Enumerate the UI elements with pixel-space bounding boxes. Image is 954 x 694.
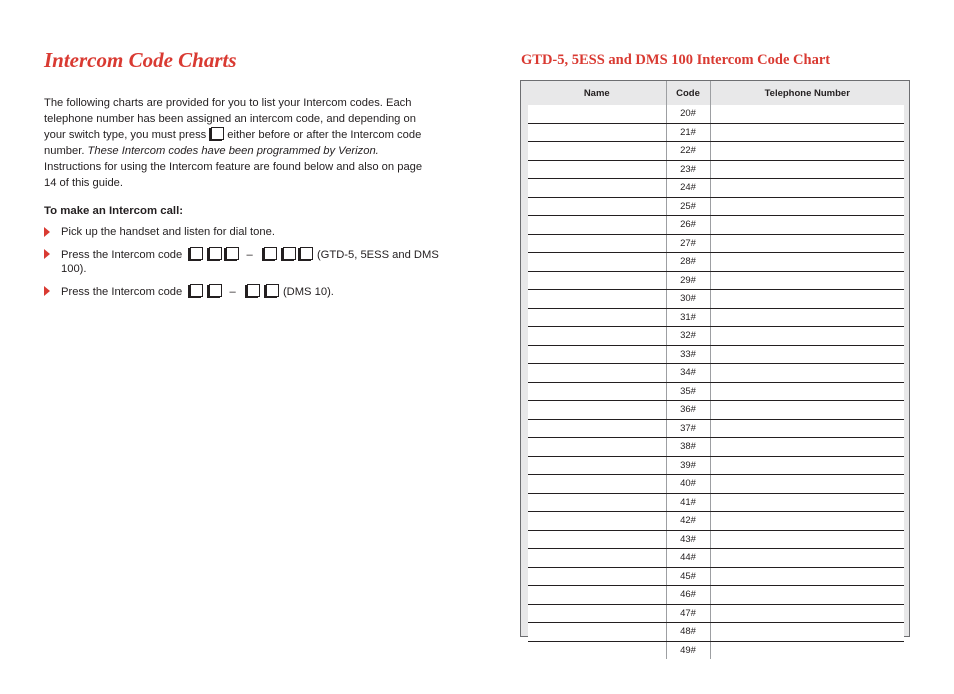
instructions-list bbox=[44, 225, 444, 299]
key-box-icon bbox=[247, 284, 260, 297]
phone-cell[interactable] bbox=[710, 179, 904, 198]
table-row bbox=[528, 382, 904, 401]
intercom-code-table bbox=[528, 81, 904, 659]
table-row bbox=[528, 530, 904, 549]
name-cell[interactable] bbox=[528, 623, 666, 642]
key-box-icon bbox=[266, 284, 279, 297]
table-row bbox=[528, 623, 904, 642]
name-cell[interactable] bbox=[528, 475, 666, 494]
table-row bbox=[528, 364, 904, 383]
table-header-row bbox=[528, 81, 904, 105]
phone-cell[interactable] bbox=[710, 530, 904, 549]
table-row bbox=[528, 160, 904, 179]
code-cell: 34# bbox=[666, 364, 710, 383]
name-cell[interactable] bbox=[528, 308, 666, 327]
intro-italic-note: These Intercom codes have been programmed by Verizon. bbox=[87, 145, 379, 157]
phone-cell[interactable] bbox=[710, 308, 904, 327]
name-cell[interactable] bbox=[528, 549, 666, 568]
dash-separator: – bbox=[246, 249, 253, 261]
name-cell[interactable] bbox=[528, 456, 666, 475]
code-cell: 33# bbox=[666, 345, 710, 364]
phone-cell[interactable] bbox=[710, 197, 904, 216]
name-cell[interactable] bbox=[528, 160, 666, 179]
instruction-item bbox=[44, 284, 444, 299]
intro-paragraph bbox=[44, 95, 436, 191]
key-box-icon bbox=[190, 284, 203, 297]
name-cell[interactable] bbox=[528, 253, 666, 272]
code-cell: 36# bbox=[666, 401, 710, 420]
table-row bbox=[528, 290, 904, 309]
phone-cell[interactable] bbox=[710, 419, 904, 438]
table-row bbox=[528, 641, 904, 659]
phone-cell[interactable] bbox=[710, 327, 904, 346]
instruction-text: Pick up the handset and listen for dial tone. bbox=[61, 226, 275, 238]
phone-cell[interactable] bbox=[710, 234, 904, 253]
table-row bbox=[528, 105, 904, 123]
chart-title: GTD-5, 5ESS and DMS 100 Intercom Code Chart bbox=[521, 52, 831, 68]
instruction-item bbox=[44, 247, 444, 276]
code-cell: 29# bbox=[666, 271, 710, 290]
code-cell: 39# bbox=[666, 456, 710, 475]
instruction-text: Press the Intercom code bbox=[61, 249, 183, 261]
name-cell[interactable] bbox=[528, 142, 666, 161]
name-cell[interactable] bbox=[528, 197, 666, 216]
phone-cell[interactable] bbox=[710, 604, 904, 623]
table-row bbox=[528, 197, 904, 216]
header-code: Code bbox=[666, 81, 710, 105]
intro-text-2: either before or after the Intercom code number. bbox=[44, 129, 422, 157]
code-cell: 40# bbox=[666, 475, 710, 494]
phone-cell[interactable] bbox=[710, 549, 904, 568]
phone-cell[interactable] bbox=[710, 382, 904, 401]
name-cell[interactable] bbox=[528, 438, 666, 457]
bullet-arrow-icon bbox=[44, 249, 50, 259]
instruction-suffix: (GTD-5, 5ESS and DMS 100). bbox=[61, 249, 439, 275]
name-cell[interactable] bbox=[528, 216, 666, 235]
intercom-chart-frame bbox=[520, 80, 910, 656]
name-cell[interactable] bbox=[528, 290, 666, 309]
phone-cell[interactable] bbox=[710, 586, 904, 605]
name-cell[interactable] bbox=[528, 567, 666, 586]
key-box-icon bbox=[190, 247, 203, 260]
code-cell: 46# bbox=[666, 586, 710, 605]
key-box-icon bbox=[209, 284, 222, 297]
phone-cell[interactable] bbox=[710, 456, 904, 475]
key-box-icon bbox=[209, 247, 222, 260]
key-box-icon bbox=[264, 247, 277, 260]
table-row bbox=[528, 456, 904, 475]
table-row bbox=[528, 604, 904, 623]
code-cell: 48# bbox=[666, 623, 710, 642]
table-row bbox=[528, 234, 904, 253]
name-cell[interactable] bbox=[528, 105, 666, 123]
name-cell[interactable] bbox=[528, 401, 666, 420]
table-body bbox=[528, 105, 904, 659]
name-cell[interactable] bbox=[528, 364, 666, 383]
table-row bbox=[528, 401, 904, 420]
name-cell[interactable] bbox=[528, 123, 666, 142]
code-cell: 35# bbox=[666, 382, 710, 401]
phone-cell[interactable] bbox=[710, 216, 904, 235]
name-cell[interactable] bbox=[528, 419, 666, 438]
phone-cell[interactable] bbox=[710, 438, 904, 457]
name-cell[interactable] bbox=[528, 345, 666, 364]
code-cell: 47# bbox=[666, 604, 710, 623]
key-box-icon bbox=[211, 127, 224, 140]
instruction-text: Press the Intercom code bbox=[61, 286, 183, 298]
table-row bbox=[528, 549, 904, 568]
phone-cell[interactable] bbox=[710, 512, 904, 531]
name-cell[interactable] bbox=[528, 641, 666, 659]
code-cell: 23# bbox=[666, 160, 710, 179]
table-row bbox=[528, 253, 904, 272]
name-cell[interactable] bbox=[528, 271, 666, 290]
table-row bbox=[528, 419, 904, 438]
instruction-suffix: (DMS 10). bbox=[282, 286, 334, 298]
phone-cell[interactable] bbox=[710, 401, 904, 420]
bullet-arrow-icon bbox=[44, 286, 50, 296]
table-row bbox=[528, 345, 904, 364]
phone-cell[interactable] bbox=[710, 290, 904, 309]
code-cell: 41# bbox=[666, 493, 710, 512]
table-row bbox=[528, 179, 904, 198]
instruction-item bbox=[44, 225, 444, 239]
key-box-icon bbox=[300, 247, 313, 260]
left-column bbox=[44, 48, 444, 307]
table-row bbox=[528, 123, 904, 142]
intro-text-1: The following charts are provided for you to list your Intercom codes. Each telephone number has been assigned an intercom code, and depending on your switch type, you must press bbox=[44, 97, 416, 141]
bullet-arrow-icon bbox=[44, 227, 50, 237]
page-title: Intercom Code Charts bbox=[44, 48, 237, 72]
code-cell: 28# bbox=[666, 253, 710, 272]
code-cell: 42# bbox=[666, 512, 710, 531]
key-box-icon bbox=[283, 247, 296, 260]
code-cell: 31# bbox=[666, 308, 710, 327]
table-row bbox=[528, 308, 904, 327]
code-cell: 22# bbox=[666, 142, 710, 161]
instructions-heading: To make an Intercom call: bbox=[44, 205, 184, 217]
key-box-icon bbox=[226, 247, 239, 260]
code-cell: 49# bbox=[666, 641, 710, 659]
intro-text-3: Instructions for using the Intercom feature are found below and also on page 14 of this guide. bbox=[44, 161, 423, 189]
phone-cell[interactable] bbox=[710, 253, 904, 272]
phone-cell[interactable] bbox=[710, 105, 904, 123]
code-cell: 21# bbox=[666, 123, 710, 142]
code-cell: 45# bbox=[666, 567, 710, 586]
code-cell: 44# bbox=[666, 549, 710, 568]
dash-separator: – bbox=[229, 286, 236, 298]
phone-cell[interactable] bbox=[710, 364, 904, 383]
name-cell[interactable] bbox=[528, 179, 666, 198]
phone-cell[interactable] bbox=[710, 623, 904, 642]
table-row bbox=[528, 216, 904, 235]
phone-cell[interactable] bbox=[710, 641, 904, 659]
table-row bbox=[528, 493, 904, 512]
code-cell: 25# bbox=[666, 197, 710, 216]
code-cell: 26# bbox=[666, 216, 710, 235]
table-row bbox=[528, 586, 904, 605]
table-row bbox=[528, 475, 904, 494]
code-cell: 38# bbox=[666, 438, 710, 457]
table-row bbox=[528, 327, 904, 346]
phone-cell[interactable] bbox=[710, 271, 904, 290]
code-cell: 20# bbox=[666, 105, 710, 123]
name-cell[interactable] bbox=[528, 586, 666, 605]
name-cell[interactable] bbox=[528, 512, 666, 531]
header-phone: Telephone Number bbox=[710, 81, 904, 105]
table-row bbox=[528, 271, 904, 290]
phone-cell[interactable] bbox=[710, 142, 904, 161]
code-cell: 24# bbox=[666, 179, 710, 198]
phone-cell[interactable] bbox=[710, 493, 904, 512]
code-cell: 30# bbox=[666, 290, 710, 309]
header-name: Name bbox=[528, 81, 666, 105]
table-row bbox=[528, 512, 904, 531]
table-row bbox=[528, 567, 904, 586]
name-cell[interactable] bbox=[528, 604, 666, 623]
name-cell[interactable] bbox=[528, 530, 666, 549]
phone-cell[interactable] bbox=[710, 345, 904, 364]
phone-cell[interactable] bbox=[710, 475, 904, 494]
table-row bbox=[528, 438, 904, 457]
phone-cell[interactable] bbox=[710, 567, 904, 586]
code-cell: 43# bbox=[666, 530, 710, 549]
name-cell[interactable] bbox=[528, 493, 666, 512]
code-cell: 27# bbox=[666, 234, 710, 253]
name-cell[interactable] bbox=[528, 234, 666, 253]
name-cell[interactable] bbox=[528, 327, 666, 346]
table-row bbox=[528, 142, 904, 161]
phone-cell[interactable] bbox=[710, 123, 904, 142]
phone-cell[interactable] bbox=[710, 160, 904, 179]
code-cell: 37# bbox=[666, 419, 710, 438]
code-cell: 32# bbox=[666, 327, 710, 346]
name-cell[interactable] bbox=[528, 382, 666, 401]
